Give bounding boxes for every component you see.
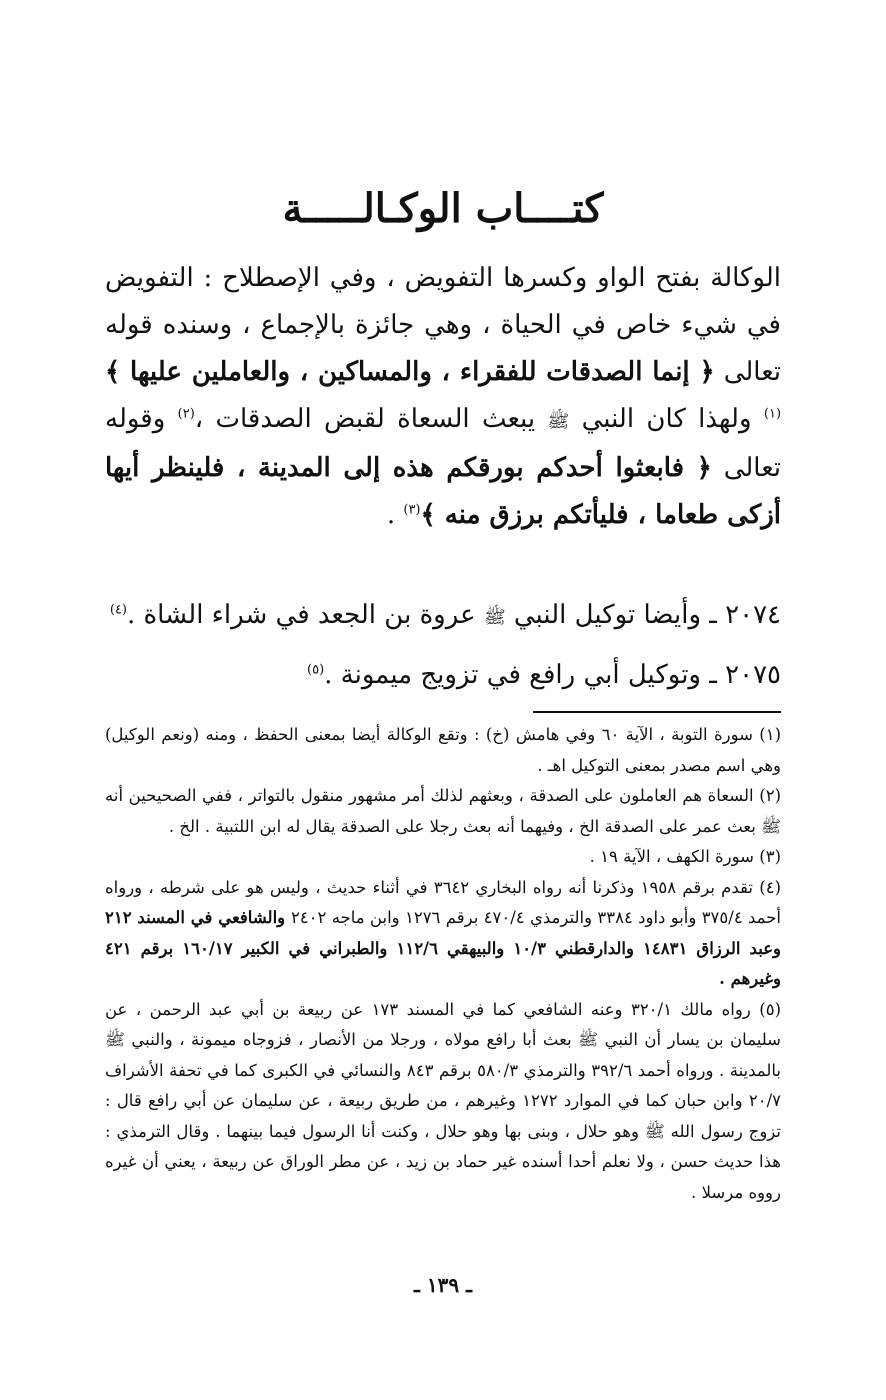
numbered-item: [105, 595, 781, 638]
footnote-divider: [533, 711, 781, 713]
item-number: ٢٠٧٥: [725, 660, 781, 690]
item-number: ٢٠٧٤: [725, 600, 781, 630]
footnote-4-continuation: والشافعي في المسند ٢١٢ وعبد الرزاق ١٤٨٣١ والدارقطني ١٠/٣ والبيهقي ١١٢/٦ والطبراني في الكبير ١٦٠/١٧ برقم ٤٢١ وغيرهم .: [105, 908, 782, 988]
main-paragraph: [105, 255, 781, 539]
item-text: عروة بن الجعد في شراء الشاة .: [127, 600, 484, 630]
chapter-title: كتــــاب الوكـالـــــة: [282, 185, 604, 232]
footnote-ref-1[interactable]: (١): [763, 406, 782, 422]
footnote-3: (٣) سورة الكهف ، الآية ١٩ .: [589, 847, 781, 866]
footnote-ref-4[interactable]: (٤): [109, 602, 127, 618]
paragraph-text-2: ولهذا كان النبي: [569, 404, 764, 434]
footnote-ref-5[interactable]: (٥): [307, 662, 325, 678]
footnote-5: (٥) رواه مالك ٣٢٠/١ وعنه الشافعي كما في المسند ١٧٣ عن ربيعة بن أبي عبد الرحمن ، عن سليمان بن يسار أن النبي ﷺ بعث أبا رافع مولاه ، ورجلا من الأنصار ، فزوجاه ميمونة ، والنبي ﷺ بالمدينة . ورواه أحمد ٣٩٢/٦ والترمذي ٥٨٠/٣ برقم ٨٤٣ والنسائي في الكبرى كما في تحفة الأشراف ٢٠/٧ وابن حبان كما في الموارد ١٢٧٢ وغيرهم ، من طريق ربيعة ، عن سليمان عن أبي رافع قال : تزوج رسول الله ﷺ وهو حلال ، وبنى بها وهو حلال ، وكنت أنا الرسول فيما بينهما . وقال الترمذي : هذا حديث حسن ، ولا نعلم أحدا أسنده غير حماد بن زيد ، عن مطر الوراق عن ربيعة ، يعني أن غيره رووه مرسلا .: [105, 999, 781, 1202]
numbered-item: [105, 655, 781, 695]
paragraph-content: [105, 255, 781, 539]
paragraph-text-3: يبعث السعاة لقبض الصدقات ،: [194, 404, 548, 434]
footnote-4: [105, 873, 781, 995]
footnotes-section: [105, 720, 781, 1208]
quran-verse-1: ﴿ إنما الصدقات للفقراء ، والمساكين ، والعاملين عليها ﴾: [105, 357, 715, 387]
footnote-1: (١) سورة التوبة ، الآية ٦٠ وفي هامش (خ) : وتقع الوكالة أيضا بمعنى الحفظ ، ومنه (ونعم الوكيل) وهي اسم مصدر بمعنى التوكيل اهـ .: [105, 725, 782, 775]
footnote-4-text: (٤) تقدم برقم ١٩٥٨ وذكرنا أنه رواه البخاري ٣٦٤٢ في أثناء حديث ، وليس هو على شرطه ، ورواه أحمد ٣٧٥/٤ وأبو داود ٣٣٨٤ والترمذي ٤٧٠/٤ برقم ١٢٧٦ وابن ماجه ٢٤٠٢: [105, 877, 782, 927]
item-text: ـ وأيضا توكيل النبي: [505, 600, 726, 630]
footnote-ref-2[interactable]: (٢): [177, 406, 195, 422]
item-text: ـ وتوكيل أبي رافع في تزويج ميمونة .: [324, 660, 726, 690]
salutation-glyph: ﷺ: [547, 411, 570, 432]
paragraph-text-1: الوكالة بفتح الواو وكسرها التفويض ، وفي الإصطلاح : التفويض في شيء خاص في الحياة ، وهي جائزة بالإجماع ، وسنده قوله تعالى: [105, 263, 781, 387]
quran-verse-2: ﴿ فابعثوا أحدكم بورقكم هذه إلى المدينة ، فلينظر أيها أزكى طعاما ، فليأتكم برزق منه ﴾: [105, 453, 781, 530]
footnote-ref-3[interactable]: (٣): [403, 502, 421, 518]
page-number: ـ ١٣٩ ـ: [414, 1273, 472, 1297]
salutation-glyph: ﷺ: [483, 607, 506, 628]
paragraph-text-5: .: [386, 500, 404, 530]
paragraph-text-4: وقوله تعالى: [105, 404, 782, 483]
footnote-2: (٢) السعاة هم العاملون على الصدقة ، وبعثهم لذلك أمر مشهور منقول بالتواتر ، ففي الصحيحين أنه ﷺ بعث عمر على الصدقة الخ ، وفيهما أنه بعث رجلا على الصدقة يقال له ابن اللتبية . الخ .: [105, 786, 781, 836]
